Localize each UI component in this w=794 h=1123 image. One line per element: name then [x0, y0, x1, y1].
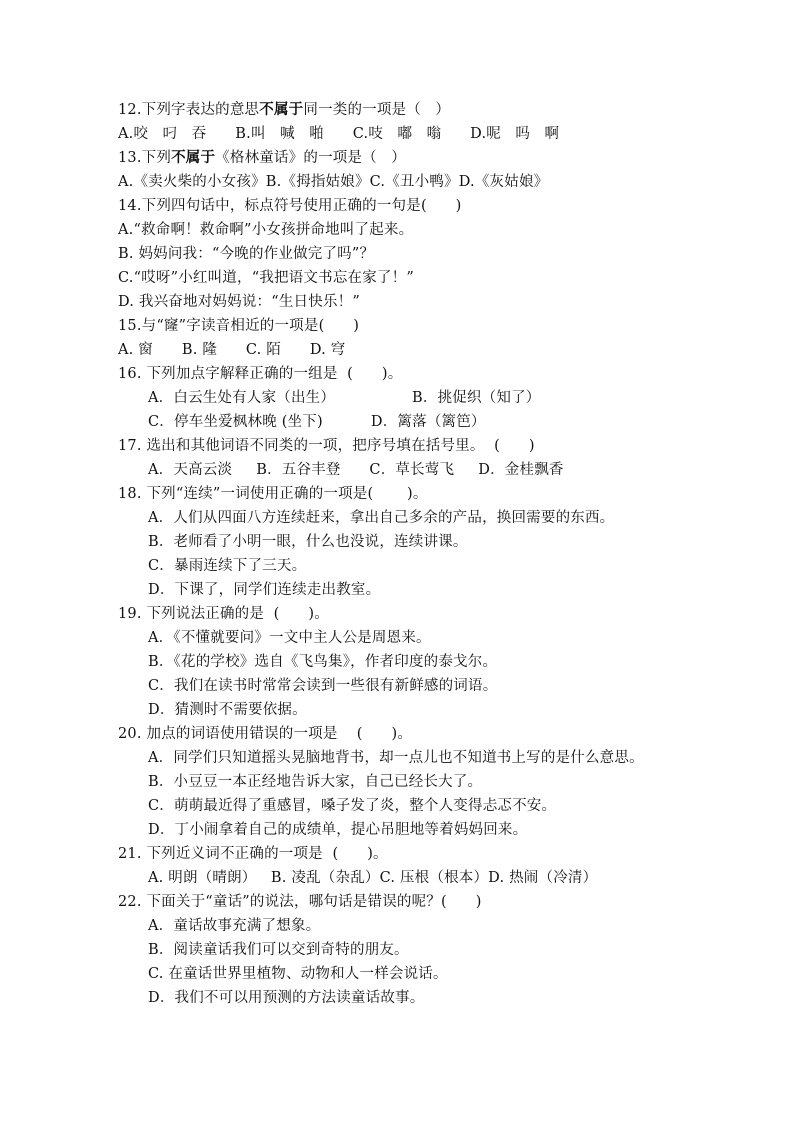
q21-options: A. 明朗（晴朗） B. 凌乱（杂乱）C. 压根（根本）D. 热闹（冷清）: [148, 870, 598, 886]
q13-options: A.《卖火柴的小女孩》B.《拇指姑娘》C.《丑小鸭》D.《灰姑娘》: [118, 174, 549, 190]
q22-option-a: A．童话故事充满了想象。: [148, 918, 321, 934]
q20-option-a: A．同学们只知道摇头晃脑地背书，却一点儿也不知道书上写的是什么意思。: [148, 750, 644, 766]
q14-stem: 14.下列四句话中，标点符号使用正确的一句是( ): [118, 198, 462, 214]
q18-stem: 18. 下列“连续”一词使用正确的一项是( )。: [118, 486, 428, 502]
q19-option-a: A．《不懂就要问》一文中主人公是周恩来。: [148, 630, 431, 646]
q22-option-b: B．阅读童话我们可以交到奇特的朋友。: [148, 942, 409, 958]
q17-stem: 17. 选出和其他词语不同类的一项，把序号填在括号里。 ( ): [118, 438, 535, 454]
q18-option-c: C．暴雨连续下了三天。: [148, 558, 307, 574]
q20-stem: 20. 加点的词语使用错误的一项是 ( )。: [118, 726, 413, 742]
q16-options-cd: C．停车坐爱枫林晚 (坐下) D．篱落（篱笆）: [148, 414, 486, 430]
q17-options: A．天高云淡 B．五谷丰登 C．草长莺飞 D．金桂飘香: [148, 462, 564, 478]
q22-option-d: D．我们不可以用预测的方法读童话故事。: [148, 990, 425, 1006]
q15-options: A. 窗 B. 隆 C. 陌 D. 穹: [118, 342, 346, 358]
q14-option-a: A.“救命啊！救命啊”小女孩拼命地叫了起来。: [118, 222, 414, 238]
q14-option-d: D. 我兴奋地对妈妈说：“生日快乐！”: [118, 294, 360, 310]
q21-stem: 21. 下列近义词不正确的一项是 ( )。: [118, 846, 388, 862]
q18-option-b: B．老师看了小明一眼，什么也没说，连续讲课。: [148, 534, 468, 550]
q19-option-d: D．猜测时不需要依据。: [148, 702, 307, 718]
q18-option-d: D．下课了，同学们连续走出教室。: [148, 582, 381, 598]
q13-stem: [118, 146, 406, 170]
q12-stem-post: 同一类的一项是（ ）: [303, 102, 451, 118]
q19-stem: 19. 下列说法正确的是 ( )。: [118, 606, 329, 622]
q19-option-c: C．我们在读书时常常会读到一些很有新鲜感的词语。: [148, 678, 498, 694]
q16-options-ab: A．白云生处有人家（出生） B．挑促织（知了）: [148, 390, 541, 406]
q22-stem: 22. 下面关于“童话”的说法，哪句话是错误的呢？( ): [118, 894, 482, 910]
q14-option-b: B. 妈妈问我：“今晚的作业做完了吗”？: [118, 246, 375, 262]
q19-option-b: B．《花的学校》选自《飞鸟集》，作者印度的泰戈尔。: [148, 654, 498, 670]
q20-option-b: B．小豆豆一本正经地告诉大家，自己已经长大了。: [148, 774, 483, 790]
q18-option-a: A．人们从四面八方连续赶来，拿出自己多余的产品，换回需要的东西。: [148, 510, 615, 526]
q20-option-d: D．丁小闹拿着自己的成绩单，提心吊胆地等着妈妈回来。: [148, 822, 528, 838]
q13-stem-post: 《格林童话》的一项是（ ）: [215, 150, 406, 166]
q20-option-c: C．萌萌最近得了重感冒，嗓子发了炎，整个人变得忐忑不安。: [148, 798, 557, 814]
q13-stem-bold: 不属于: [171, 149, 216, 166]
q14-option-c: C.“哎呀”小红叫道，“我把语文书忘在家了！”: [118, 270, 414, 286]
q12-stem-pre: 12.下列字表达的意思: [118, 102, 260, 118]
q12-stem: [118, 98, 450, 122]
q16-stem: 16. 下列加点字解释正确的一组是 ( )。: [118, 366, 403, 382]
q12-stem-bold: 不属于: [259, 101, 304, 118]
q15-stem: 15.与“窿”字读音相近的一项是( ): [118, 318, 360, 334]
q13-stem-pre: 13.下列: [118, 150, 172, 166]
q12-options: A.咬 叼 吞 B.叫 喊 啪 C.吱 嘟 嗡 D.呢 吗 啊: [118, 126, 560, 142]
q22-option-c: C. 在童话世界里植物、动物和人一样会说话。: [148, 966, 448, 982]
